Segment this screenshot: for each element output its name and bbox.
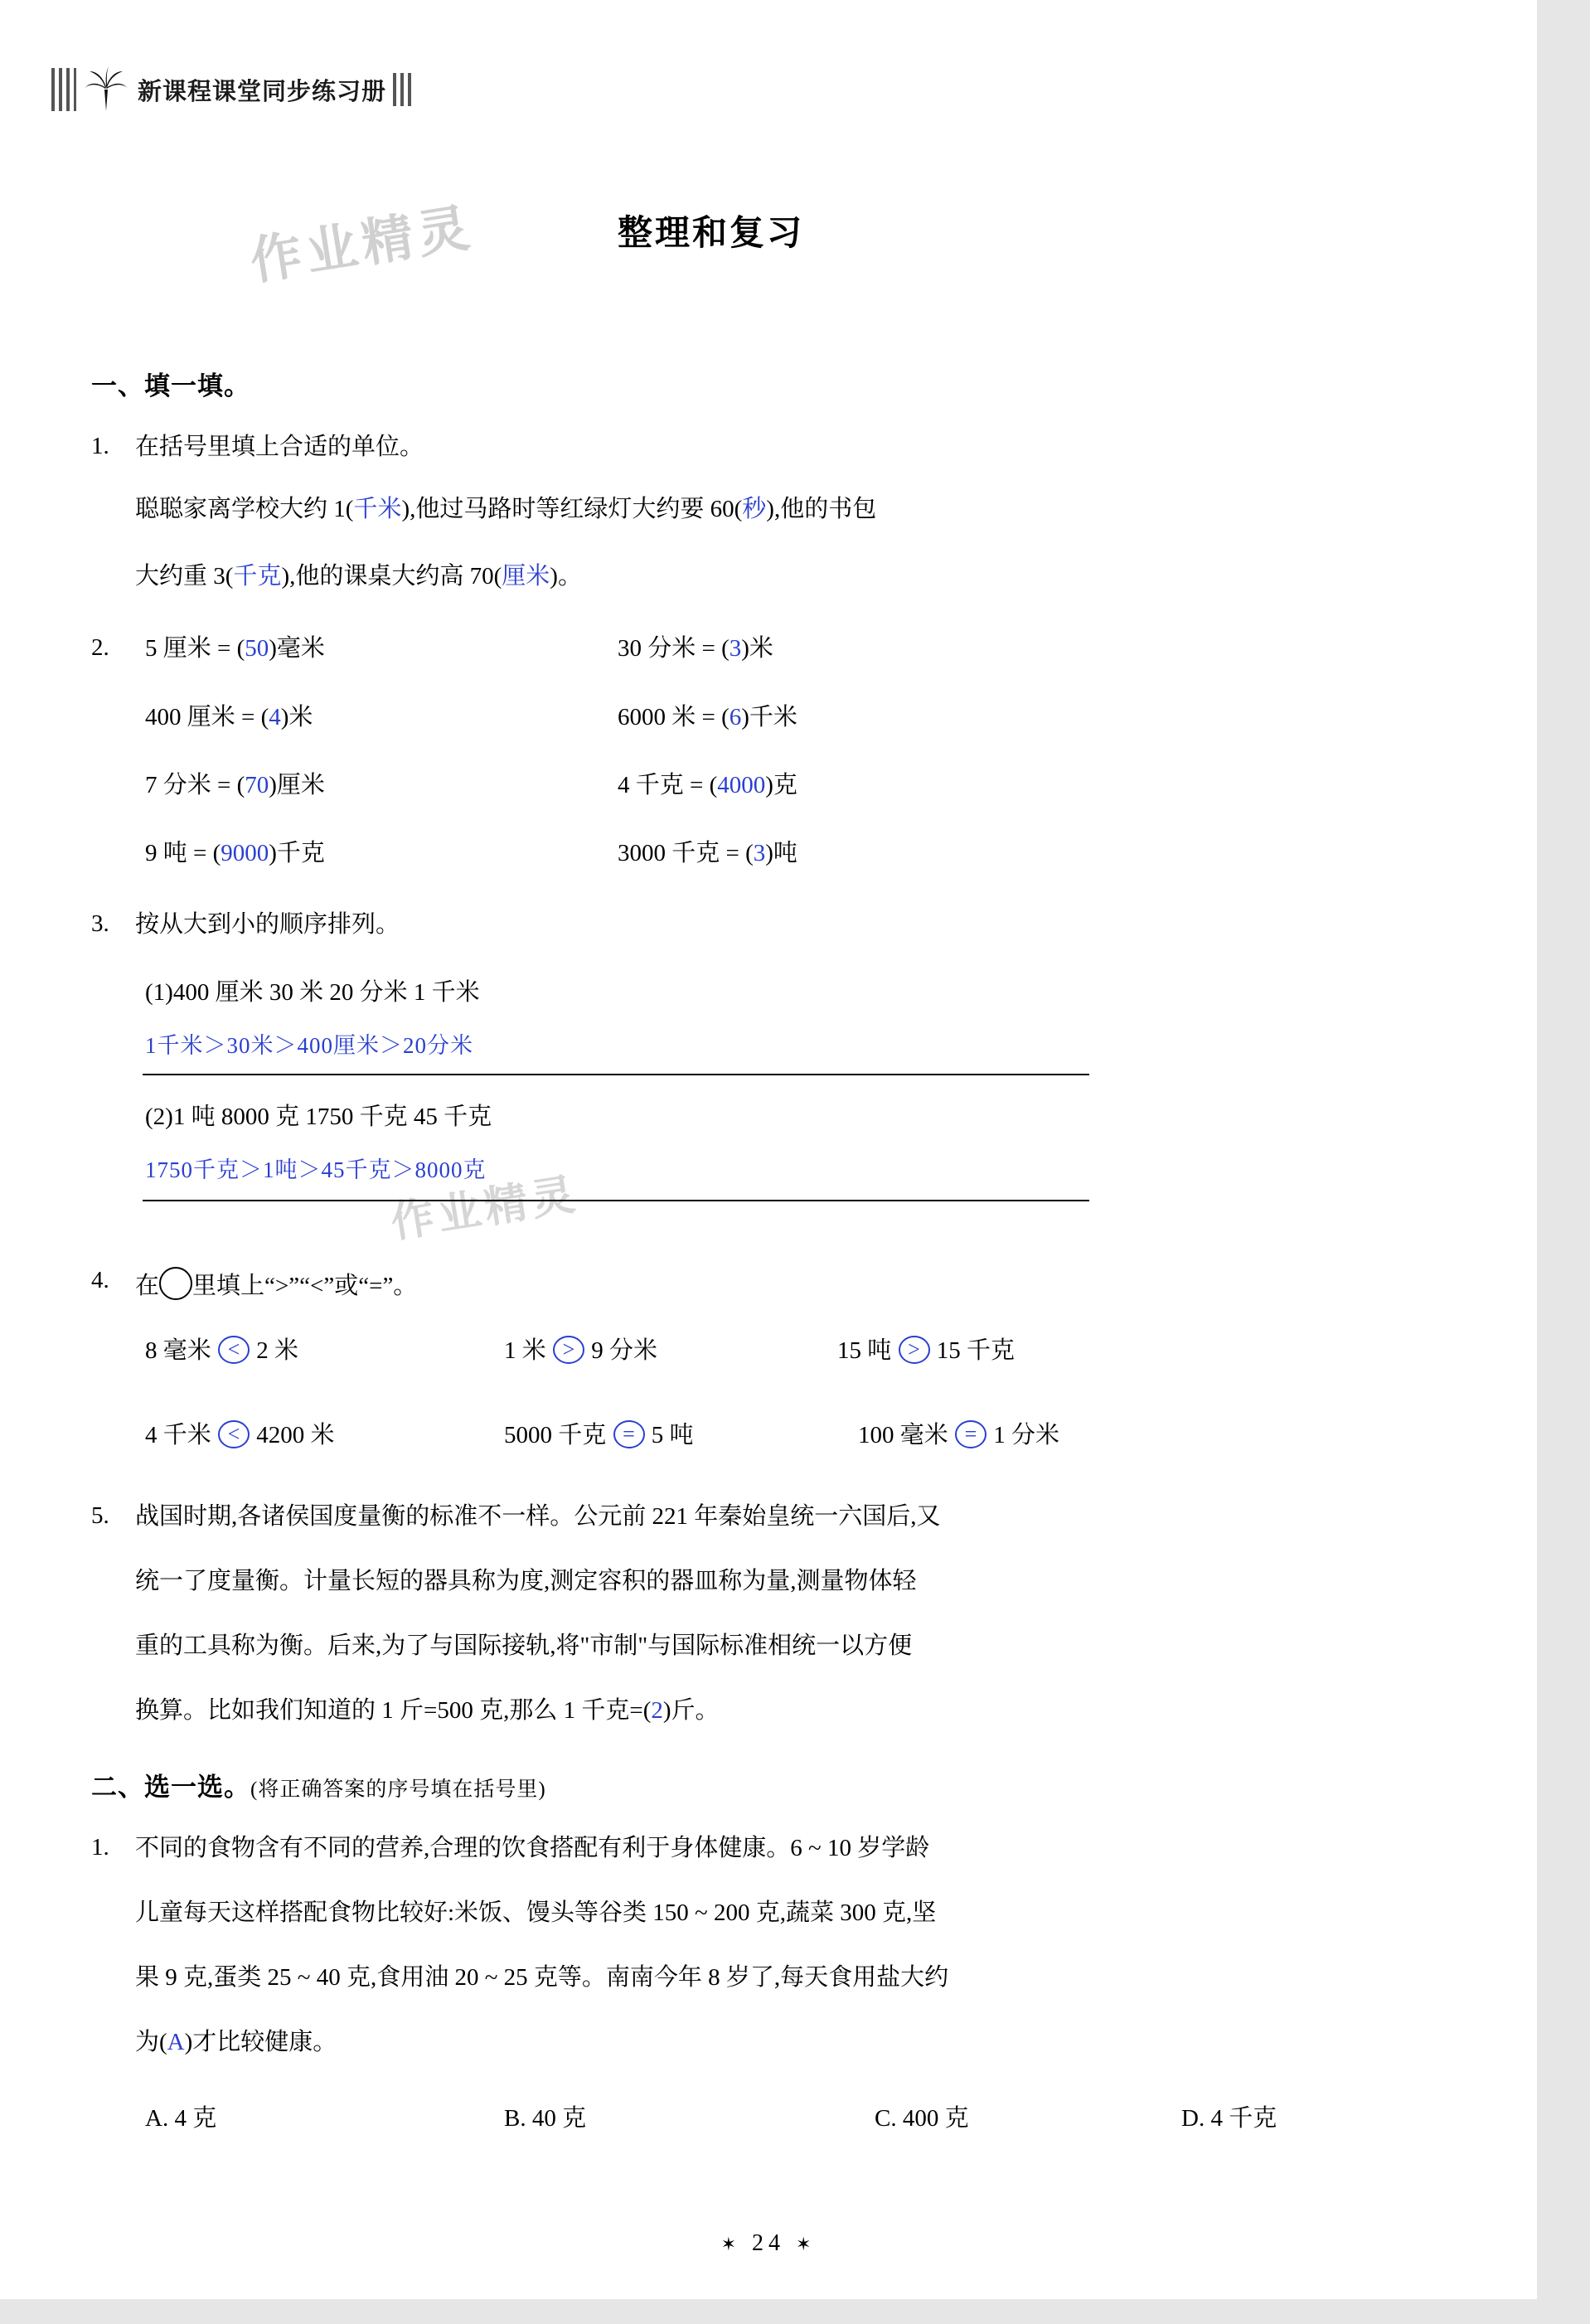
q4-number: 4. — [91, 1267, 109, 1293]
q5-answer: 2 — [651, 1697, 663, 1724]
q2-item-1 — [145, 634, 325, 663]
q2-item-3-answer: 4 — [269, 704, 281, 730]
section-1-title: 一、填一填。 — [91, 371, 250, 400]
q2-item-1-right: )毫米 — [269, 635, 325, 662]
page-title: 整理和复习 — [618, 215, 805, 253]
header-bar-left-icon — [51, 68, 76, 111]
q2-item-7-left: 9 吨 = ( — [145, 840, 221, 866]
q3-sub2-answer-line — [143, 1200, 1089, 1201]
page-number-star-right: ✶ — [796, 2234, 817, 2254]
q3-sub2-answer: 1750千克＞1吨＞45千克＞8000克 — [145, 1157, 487, 1182]
q4-item-4-left: 4 千米 — [145, 1422, 211, 1448]
s2-q1-option-b: B. 40 克 — [504, 2105, 587, 2132]
q2-item-5-answer: 70 — [245, 772, 269, 798]
q4-item-4-right: 4200 米 — [256, 1422, 335, 1448]
q2-item-5 — [145, 771, 325, 800]
q4-item-2 — [504, 1333, 657, 1366]
q4-item-5-operator-circle — [613, 1418, 646, 1451]
page-number-star-left: ✶ — [720, 2234, 741, 2254]
q1-line1-part-b: ),他过马路时等红绿灯大约要 60( — [401, 496, 743, 522]
q3-number: 3. — [91, 910, 109, 937]
q4-item-6-left: 100 毫米 — [858, 1422, 948, 1448]
page-bottom-margin-strip — [0, 2299, 1590, 2324]
q4-item-1 — [145, 1333, 298, 1366]
palm-tree-icon — [81, 66, 131, 113]
q4-item-1-left: 8 毫米 — [145, 1337, 211, 1364]
q2-item-2 — [618, 634, 773, 663]
watermark-top: 作业精灵 — [246, 200, 478, 291]
q1-prompt: 在括号里填上合适的单位。 — [135, 434, 424, 460]
q2-item-3-left: 400 厘米 = ( — [145, 704, 269, 730]
q4-item-6-right: 1 分米 — [993, 1422, 1060, 1448]
s2-q1-line-3: 果 9 克,蛋类 25 ~ 40 克,食用油 20 ~ 25 克等。南南今年 8 岁了,每天食用盐大约 — [135, 1964, 949, 1991]
q2-item-6-left: 4 千克 = ( — [618, 772, 718, 798]
q1-number: 1. — [91, 433, 109, 459]
q3-sub1-answer: 1千米＞30米＞400厘米＞20分米 — [145, 1033, 473, 1058]
q5-line-4-part-b: )斤。 — [662, 1697, 720, 1724]
watermark-middle: 作业精灵 — [387, 1171, 583, 1248]
s2-q1-option-d: D. 4 千克 — [1181, 2105, 1277, 2132]
q5-number: 5. — [91, 1502, 109, 1529]
q4-item-4 — [145, 1418, 335, 1451]
q1-line1-part-c: ),他的书包 — [766, 496, 877, 522]
q4-prompt: 在 里填上“>”“<”或“=”。 — [135, 1267, 417, 1301]
q2-item-3 — [145, 703, 313, 732]
page-number-footer — [0, 2230, 1537, 2257]
q1-line1-part-a: 聪聪家离学校大约 1( — [135, 496, 354, 522]
q4-item-3-right: 15 千克 — [936, 1337, 1016, 1364]
q4-item-2-left: 1 米 — [504, 1337, 546, 1364]
s2-q1-line-4-part-a: 为( — [135, 2029, 167, 2055]
section-2-title — [91, 1766, 546, 1803]
s2-q1-line-4 — [135, 2028, 337, 2057]
page-header — [51, 65, 411, 114]
q2-item-5-right: )厘米 — [269, 772, 325, 798]
q5-line-4 — [135, 1696, 720, 1725]
q3-sub1-answer-line — [143, 1074, 1089, 1075]
s2-q1-line-2: 儿童每天这样搭配食物比较好:米饭、馒头等谷类 150 ~ 200 克,蔬菜 300 克,坚 — [135, 1899, 937, 1926]
q2-item-5-left: 7 分米 = ( — [145, 772, 245, 798]
q2-item-7-right: )千克 — [269, 840, 325, 866]
q4-item-5-right: 5 吨 — [651, 1422, 694, 1448]
q2-item-2-answer: 3 — [729, 635, 742, 662]
q4-item-2-operator: > — [562, 1337, 575, 1361]
q2-item-6-right: )克 — [765, 772, 797, 798]
q4-item-1-operator: < — [227, 1337, 240, 1361]
q5-line-3: 重的工具称为衡。后来,为了与国际接轨,将"市制"与国际标准相统一以方便 — [135, 1633, 913, 1659]
page-number: 24 — [752, 2230, 785, 2256]
q3-sub2-label: (2) — [145, 1104, 173, 1130]
q4-item-1-operator-circle — [217, 1333, 250, 1366]
q4-item-1-right: 2 米 — [256, 1337, 299, 1364]
s2-q1-option-a: A. 4 克 — [145, 2105, 217, 2132]
q2-item-4-answer: 6 — [729, 704, 742, 730]
q2-item-1-answer: 50 — [245, 635, 269, 662]
q4-item-3-operator: > — [908, 1337, 920, 1361]
q2-item-8-right: )吨 — [765, 840, 797, 866]
q4-item-2-operator-circle — [552, 1333, 585, 1366]
q1-line2-part-a: 大约重 3( — [135, 563, 234, 589]
q4-item-5-operator: = — [623, 1422, 635, 1446]
q4-prompt-circle-icon — [159, 1267, 192, 1300]
q5-line-4-part-a: 换算。比如我们知道的 1 斤=500 克,那么 1 千克=( — [135, 1697, 652, 1724]
q4-item-6-operator-circle — [954, 1418, 987, 1451]
q2-item-2-left: 30 分米 = ( — [618, 635, 730, 662]
s2-q1-line-4-part-b: )才比较健康。 — [184, 2029, 337, 2055]
q4-item-4-operator: < — [227, 1422, 240, 1446]
q2-item-4-right: )千米 — [741, 704, 797, 730]
q5-line-2: 统一了度量衡。计量长短的器具称为度,测定容积的器皿称为量,测量物体轻 — [135, 1568, 917, 1594]
s2-q1-number: 1. — [91, 1834, 109, 1861]
s2-q1-option-c: C. 400 克 — [875, 2105, 969, 2132]
q1-answer-3: 千克 — [233, 563, 282, 589]
q5-line-1: 战国时期,各诸侯国度量衡的标准不一样。公元前 221 年秦始皇统一六国后,又 — [135, 1503, 941, 1530]
q4-item-3-operator-circle — [898, 1333, 931, 1366]
q3-sub1-items: 400 厘米 30 米 20 分米 1 千米 — [172, 979, 480, 1006]
section-2-note: (将正确答案的序号填在括号里) — [250, 1778, 546, 1801]
q2-item-3-right: )米 — [280, 704, 313, 730]
q1-line2-part-b: ),他的课桌大约高 70( — [281, 563, 502, 589]
q4-item-6 — [858, 1418, 1059, 1451]
q3-prompt: 按从大到小的顺序排列。 — [135, 911, 400, 938]
q2-item-6-answer: 4000 — [717, 772, 766, 798]
q1-answer-2: 秒 — [742, 496, 767, 522]
q4-item-3 — [837, 1333, 1015, 1366]
q2-item-6 — [618, 771, 797, 800]
q2-item-8 — [618, 839, 797, 868]
q3-sub2 — [145, 1103, 492, 1132]
q4-item-5 — [504, 1418, 694, 1451]
s2-q1-line-1: 不同的食物含有不同的营养,合理的饮食搭配有利于身体健康。6 ~ 10 岁学龄 — [135, 1835, 930, 1861]
q3-sub1 — [145, 978, 480, 1007]
q2-item-7-answer: 9000 — [221, 840, 269, 866]
header-bar-right-icon — [393, 73, 411, 106]
q1-answer-1: 千米 — [353, 496, 402, 522]
q4-item-6-operator: = — [964, 1422, 977, 1446]
q2-item-4-left: 6000 米 = ( — [618, 704, 730, 730]
q3-sub1-label: (1) — [145, 979, 173, 1006]
q4-item-2-right: 9 分米 — [591, 1337, 658, 1364]
q4-item-5-left: 5000 千克 — [504, 1422, 607, 1448]
q4-item-3-left: 15 吨 — [837, 1337, 892, 1364]
s2-q1-answer: A — [167, 2029, 185, 2055]
q2-item-8-answer: 3 — [753, 840, 766, 866]
q2-item-7 — [145, 839, 325, 868]
q2-number: 2. — [91, 634, 109, 661]
q2-item-1-left: 5 厘米 = ( — [145, 635, 245, 662]
q3-sub2-items: 1 吨 8000 克 1750 千克 45 千克 — [172, 1104, 492, 1130]
q2-item-2-right: )米 — [741, 635, 773, 662]
q1-answer-4: 厘米 — [502, 563, 550, 589]
page-right-margin-strip — [1537, 0, 1590, 2324]
q1-line2-part-c: )。 — [550, 563, 582, 589]
q2-item-4 — [618, 703, 797, 732]
q4-item-4-operator-circle — [217, 1418, 250, 1451]
q2-item-8-left: 3000 千克 = ( — [618, 840, 754, 866]
section-2-title-text: 二、选一选。 — [91, 1773, 250, 1802]
book-title: 新课程课堂同步练习册 — [138, 78, 387, 105]
